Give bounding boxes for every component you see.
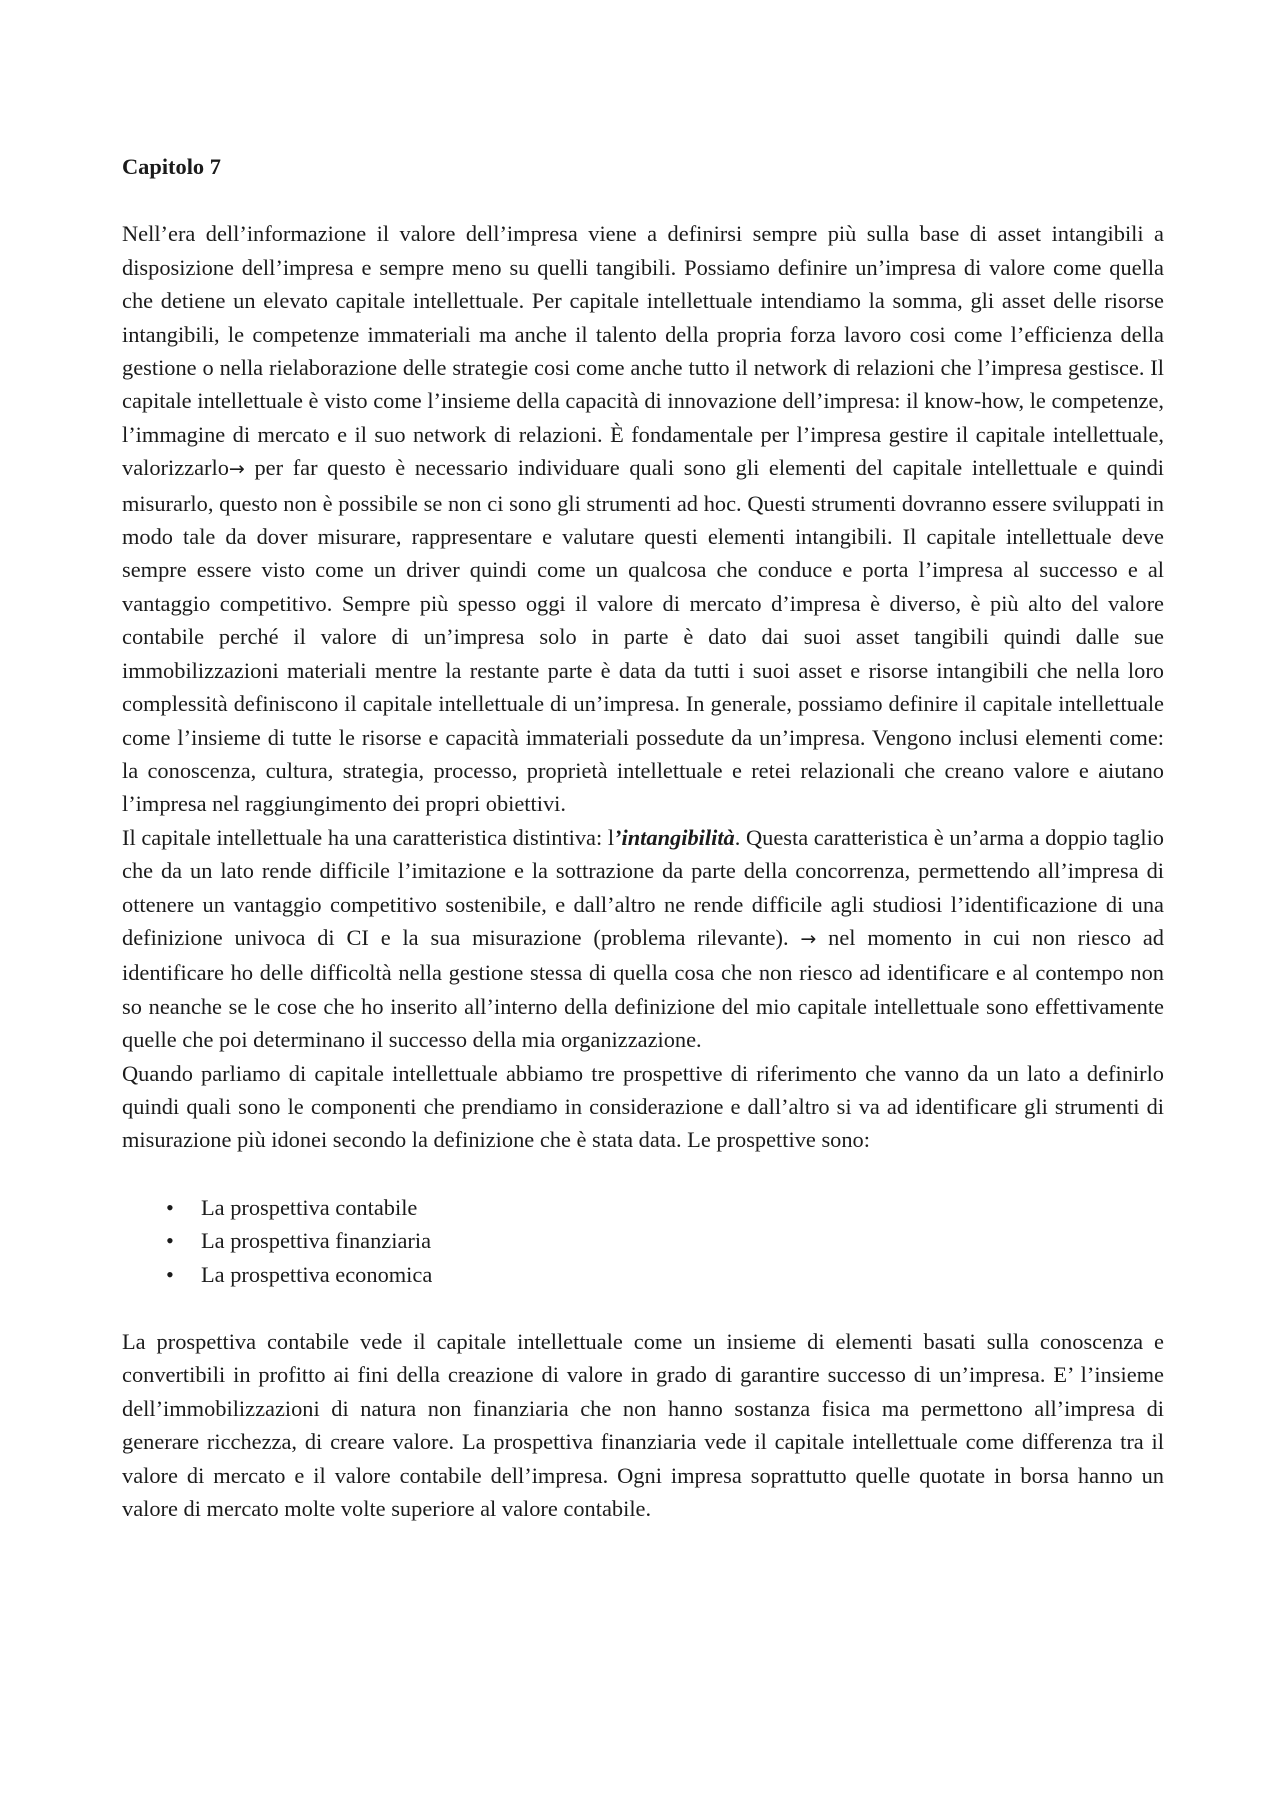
- paragraph-accounting-perspective: La prospettiva contabile vede il capitale intellettuale come un insieme di elementi basati sulla conoscenza e convertibili in profitto ai fini della creazione di valore in grado di garantire successo di un’impresa. E’ l’insieme dell’immobilizzazioni di natura non finanziaria che non hanno sostanza fisica ma permettono all’impresa di generare ricchezza, di creare valore. La prospettiva finanziaria vede il capitale intellettuale come differenza tra il valore di mercato e il valore contabile dell’impresa. Ogni impresa soprattutto quelle quotate in borsa hanno un valore di mercato molte volte superiore al valore contabile.: [122, 1329, 1164, 1522]
- right-arrow-icon: →: [800, 927, 817, 950]
- paragraph-perspectives: Quando parliamo di capitale intellettuale abbiamo tre prospettive di riferimento che vanno da un lato a definirlo quindi quali sono le componenti che prendiamo in considerazione e dall’altro si va ad identificare gli strumenti di misurazione più idonei secondo la definizione che è stata data. Le prospettive sono:: [122, 1060, 1164, 1153]
- paragraph-intro: [122, 217, 1164, 820]
- paragraph-intangibility-before: Il capitale intellettuale ha una caratteristica distintiva: l: [122, 824, 615, 850]
- list-item-text: La prospettiva finanziaria: [201, 1228, 432, 1254]
- paragraph-intro-part1: Nell’era dell’informazione il valore dell’impresa viene a definirsi sempre più sulla base di asset intangibili a disposizione dell’impresa e sempre meno su quelli tangibili. Possiamo definire un’impresa di valore come quella che detiene un elevato capitale intellettuale. Per capitale intellettuale intendiamo la somma, gli asset delle risorse intangibili, le competenze immateriali ma anche il talento della propria forza lavoro cosi come l’efficienza della gestione o nella rielaborazione delle strategie cosi come anche tutto il network di relazioni che l’impresa gestisce. Il capitale intellettuale è visto come l’insieme della capacità di innovazione dell’impresa: il know-how, le competenze, l’immagine di mercato e il suo network di relazioni. È fondamentale per l’impresa gestire il capitale intellettuale, valorizzarlo: [122, 221, 1164, 481]
- paragraph-intangibility-after-arrow: nel momento in cui non riesco ad identificare ho delle difficoltà nella gestione stessa di quella cosa che non riesco ad identificare e al contempo non so neanche se le cose che ho inserito all’interno della definizione del mio capitale intellettuale sono effettivamente quelle che poi determinano il successo della mia organizzazione.: [122, 924, 1164, 1053]
- list-item: [122, 1191, 1164, 1224]
- bullet-icon: •: [166, 1194, 174, 1220]
- paragraph-intro-part2: per far questo è necessario individuare quali sono gli elementi del capitale intellettuale e quindi misurarlo, questo non è possibile se non ci sono gli strumenti ad hoc. Questi strumenti dovranno essere sviluppati in modo tale da dover misurare, rappresentare e valutare questi elementi intangibili. Il capitale intellettuale deve sempre essere visto come un driver quindi come un qualcosa che conduce e porta l’impresa al successo e al vantaggio competitivo. Sempre più spesso oggi il valore di mercato d’impresa è diverso, è più alto del valore contabile perché il valore di un’impresa solo in parte è dato dai suoi asset tangibili quindi dalle sue immobilizzazioni materiali mentre la restante parte è data da tutti i suoi asset e risorse intangibili che nella loro complessità definiscono il capitale intellettuale di un’impresa. In generale, possiamo definire il capitale intellettuale come l’insieme di tutte le risorse e capacità immateriali possedute da un’impresa. Vengono inclusi elementi come: la conoscenza, cultura, strategia, processo, proprietà intellettuale e retei relazionali che creano valore e aiutano l’impresa nel raggiungimento dei propri obiettivi.: [122, 455, 1164, 817]
- list-item: [122, 1258, 1164, 1291]
- list-item: [122, 1224, 1164, 1257]
- bullet-icon: •: [166, 1261, 174, 1287]
- right-arrow-icon: →: [228, 458, 245, 481]
- paragraph-intangibility: [122, 821, 1164, 1057]
- intangibility-emphasis: ’intangibilità: [614, 824, 735, 850]
- paragraph-intangibility-after: . Questa caratteristica è un’arma a doppio taglio che da un lato rende difficile l’imitazione e la sottrazione da parte della concorrenza, permettendo all’impresa di ottenere un vantaggio competitivo sostenibile, e dall’altro ne rende difficile agli studiosi l’identificazione di una definizione univoca di CI e la sua misurazione (problema rilevante).: [122, 824, 1164, 950]
- bullet-icon: •: [166, 1228, 174, 1254]
- list-item-text: La prospettiva economica: [201, 1261, 433, 1287]
- chapter-title: Capitolo 7: [122, 154, 221, 179]
- document-page: [122, 150, 1164, 1525]
- perspectives-list: [122, 1191, 1164, 1291]
- list-item-text: La prospettiva contabile: [201, 1194, 418, 1220]
